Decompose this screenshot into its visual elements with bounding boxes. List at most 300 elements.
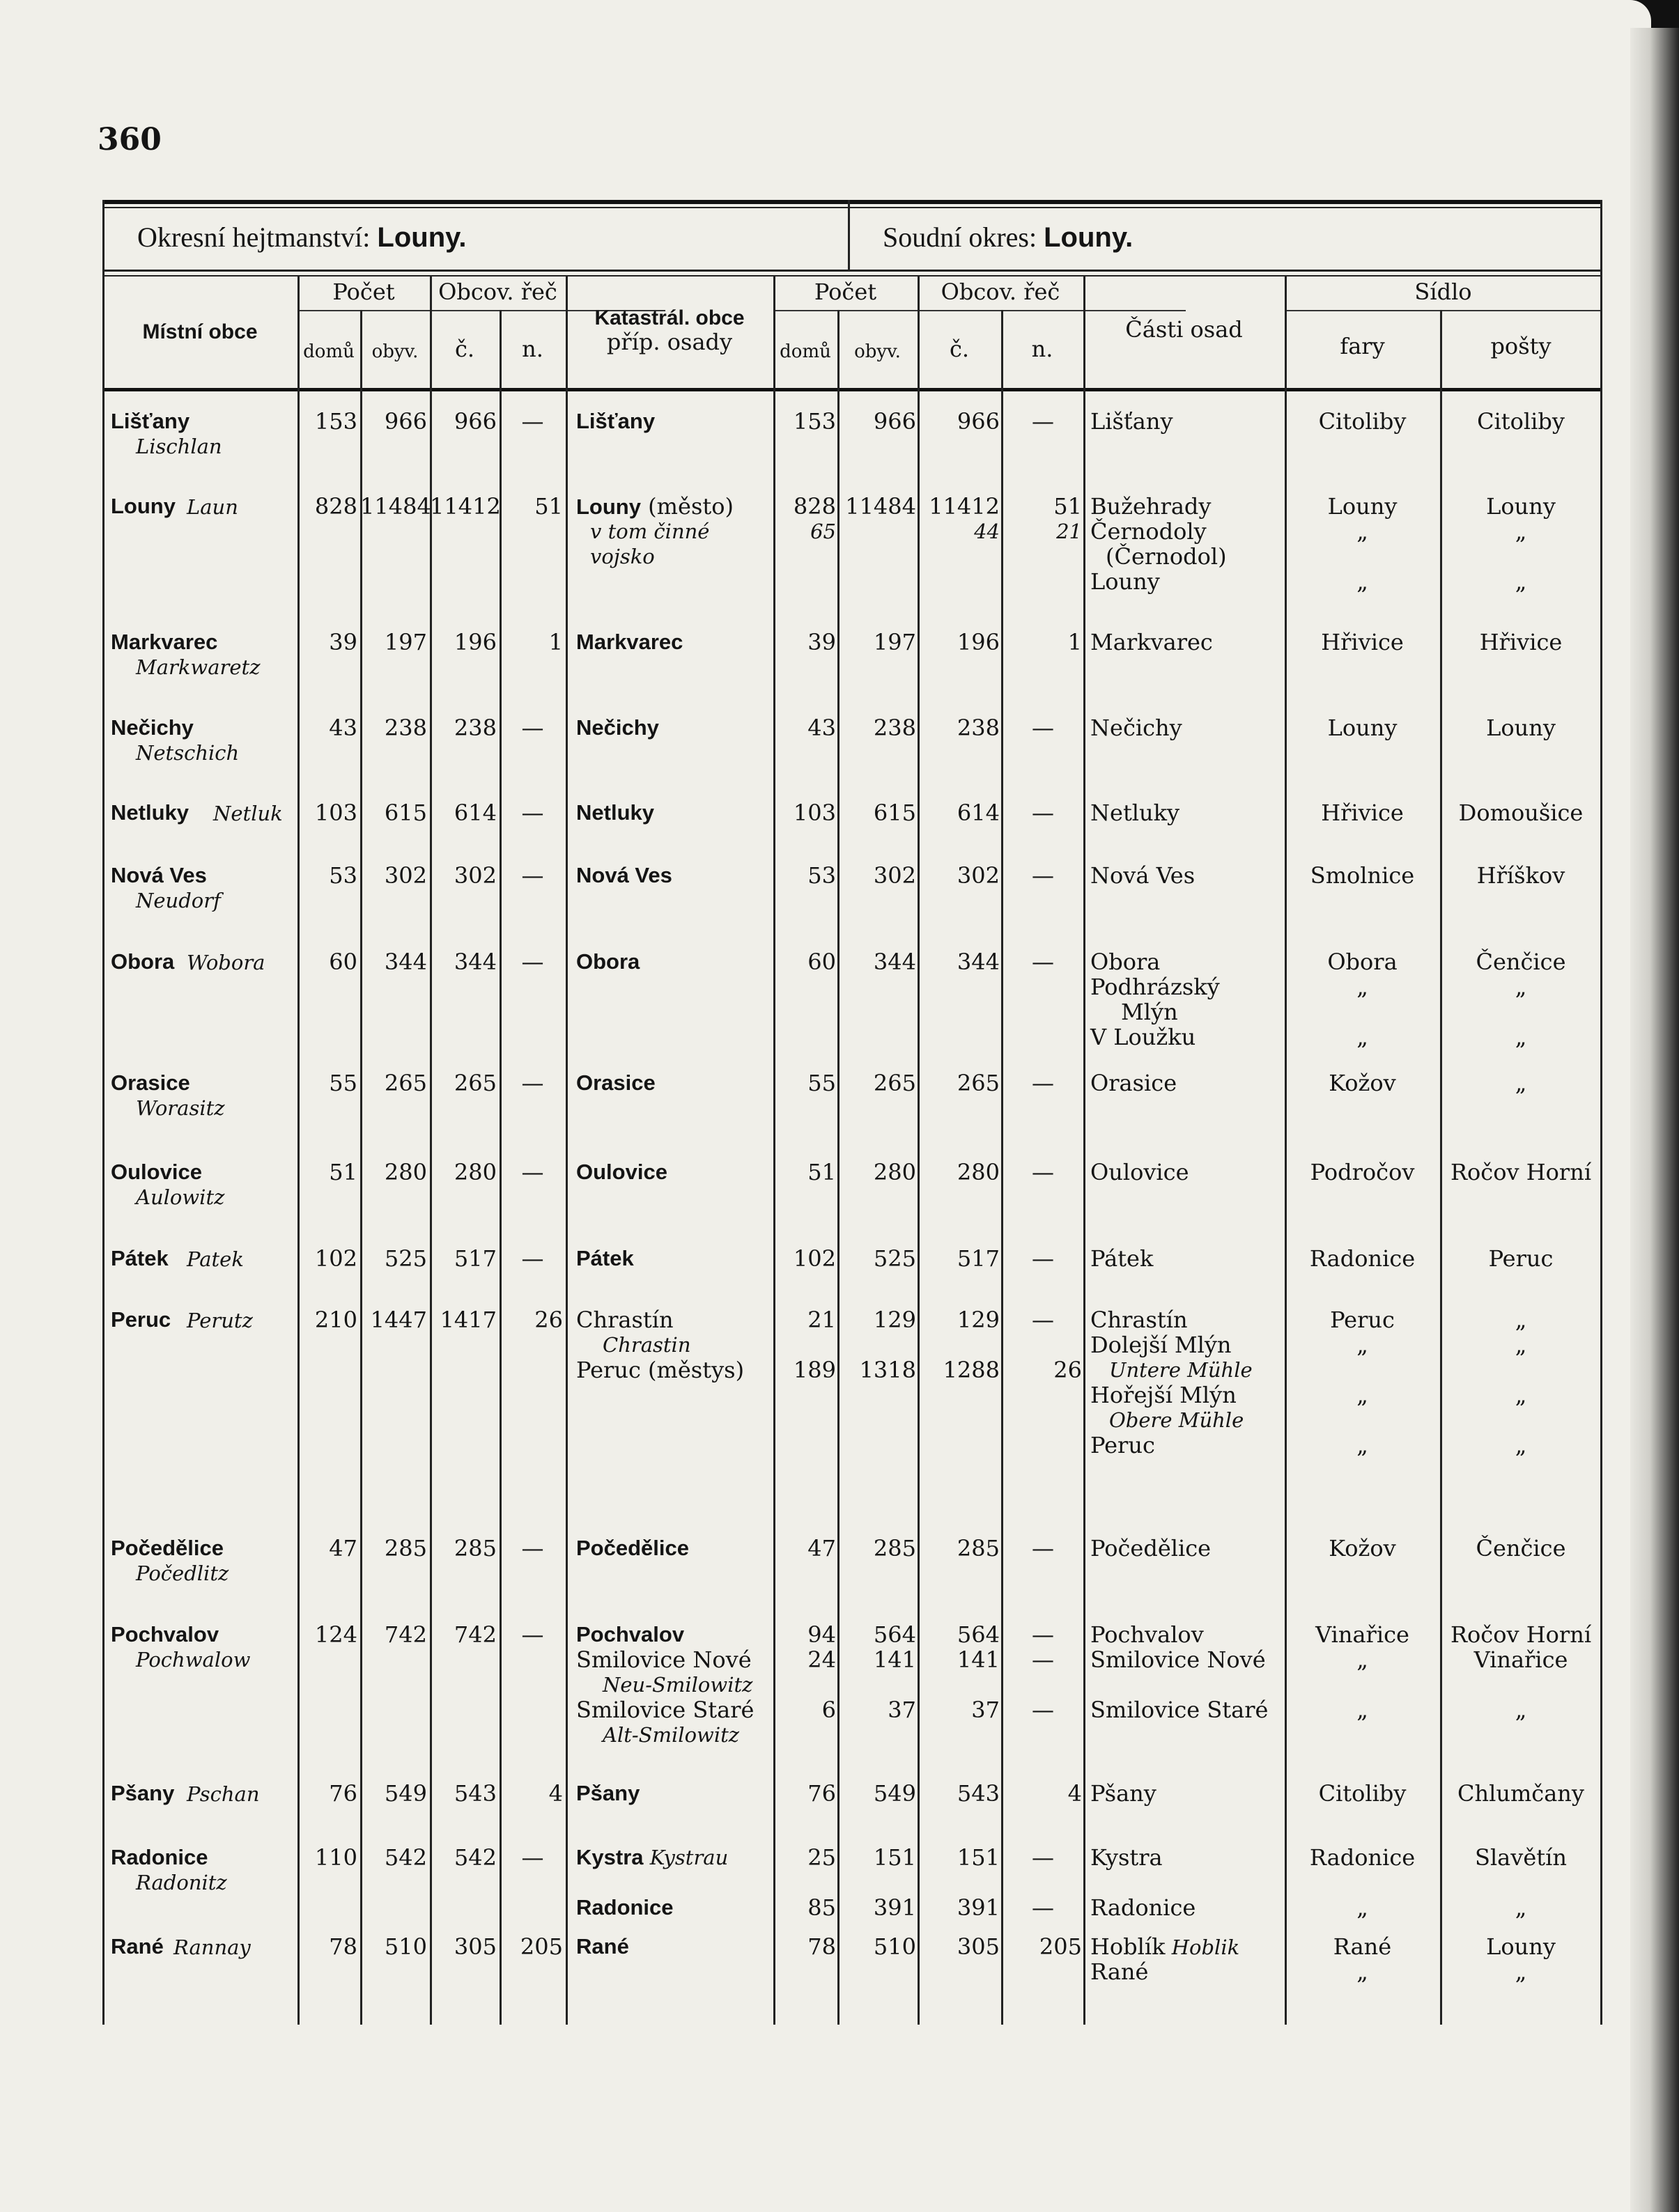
col-posty: pošty: [1490, 333, 1552, 359]
obec-german-name: Pochwalow: [136, 1648, 251, 1672]
katastr-suffix: (městys): [640, 1357, 745, 1383]
obec-obyv: 238: [384, 715, 427, 741]
obec-c: 265: [454, 1070, 497, 1096]
katastr-obyv: 549: [873, 1780, 916, 1807]
col-pocet-2: Počet: [814, 279, 877, 305]
sidlo-posty: Slavětín: [1475, 1844, 1567, 1871]
obec-obyv: 525: [384, 1245, 427, 1272]
obec-domu: 102: [314, 1245, 357, 1272]
court-value: Louny.: [1044, 222, 1133, 253]
katastr-n: —: [1032, 1307, 1054, 1333]
obec-german-name: Patek: [187, 1247, 244, 1271]
cast-osady: Pšany: [1090, 1780, 1156, 1807]
sidlo-posty: „: [1515, 974, 1527, 1000]
col-obcov-1: Obcov. řeč: [438, 279, 557, 305]
obec-german-name: Radonitz: [136, 1871, 227, 1894]
sidlo-fary: Rané: [1333, 1933, 1392, 1960]
header-bottom-rule-thin: [102, 275, 1602, 276]
obec-name: Pátek: [111, 1246, 169, 1270]
katastr-name: Netluky: [576, 800, 654, 825]
page-number: 360: [98, 122, 162, 157]
katastr-n: —: [1032, 1159, 1054, 1185]
katastr-c: 196: [957, 629, 1000, 655]
obec-n: —: [521, 1535, 544, 1561]
katastr-domu: 43: [807, 715, 836, 741]
sidlo-posty: „: [1515, 1382, 1527, 1408]
page-edge-shadow: [1630, 28, 1679, 2212]
sidlo-fary: Kožov: [1329, 1535, 1396, 1561]
sidlo-posty: Louny: [1486, 493, 1556, 520]
katastr-name: Chrastín: [576, 1307, 674, 1333]
katastr-name: Nečichy: [576, 715, 659, 740]
katastr-obyv: 11484: [845, 493, 916, 520]
obec-name: Pochvalov: [111, 1622, 219, 1646]
obec-c: 1417: [440, 1307, 497, 1333]
cast-osady: Peruc: [1090, 1432, 1155, 1458]
obec-german-name: Wobora: [187, 951, 265, 974]
obec-name: Markvarec: [111, 630, 218, 654]
sidlo-fary: Louny: [1327, 715, 1398, 741]
obec-c: 517: [454, 1245, 497, 1272]
obec-name: Netluky: [111, 800, 189, 825]
katastr-obyv: 615: [873, 800, 916, 826]
katastr-n: 205: [1039, 1933, 1082, 1960]
obec-domu: 76: [329, 1780, 357, 1807]
katastr-domu: 21: [807, 1307, 836, 1333]
sidlo-posty: Citoliby: [1477, 408, 1565, 435]
sidlo-posty: „: [1515, 1332, 1527, 1358]
katastr-obyv: 510: [873, 1933, 916, 1960]
obec-obyv: 280: [384, 1159, 427, 1185]
katastr-obyv: 285: [873, 1535, 916, 1561]
obec-domu: 43: [329, 715, 357, 741]
cast-osady: Lišťany: [1090, 408, 1173, 435]
obec-c: 614: [454, 800, 497, 826]
obec-name: Radonice: [111, 1845, 208, 1869]
katastr-name: Peruc (městys): [576, 1357, 745, 1383]
katastr-obyv: 280: [873, 1159, 916, 1185]
sidlo-posty: Hříškov: [1476, 862, 1565, 889]
obec-name: Počedělice: [111, 1536, 224, 1560]
obec-name: Orasice: [111, 1070, 190, 1095]
katastr-n: 26: [1053, 1357, 1082, 1383]
obec-domu: 47: [329, 1535, 357, 1561]
obec-c: 966: [454, 408, 497, 435]
col-div-n2: [1083, 275, 1085, 2025]
district-value: Louny.: [377, 222, 467, 253]
katastr-c: 44: [974, 520, 1000, 543]
obec-c: 238: [454, 715, 497, 741]
katastr-c: 614: [957, 800, 1000, 826]
col-sidlo: Sídlo: [1414, 279, 1472, 305]
obec-german-name: Perutz: [187, 1309, 253, 1332]
katastr-c: 391: [957, 1894, 1000, 1921]
katastr-n: 51: [1053, 493, 1082, 520]
katastr-n: —: [1032, 1894, 1054, 1921]
katastr-name: v tom činné: [590, 520, 710, 543]
katastr-name: Pátek: [576, 1246, 634, 1270]
obec-domu: 110: [314, 1844, 357, 1871]
katastr-obyv: 344: [873, 949, 916, 975]
cast-osady: Pochvalov: [1090, 1621, 1204, 1648]
obec-domu: 103: [314, 800, 357, 826]
sidlo-posty: Vinařice: [1473, 1646, 1568, 1673]
cast-osady: Kystra: [1090, 1844, 1163, 1871]
katastr-obyv: 966: [873, 408, 916, 435]
col-pocet-1: Počet: [332, 279, 395, 305]
cast-osady: Hoblík Hoblik: [1090, 1933, 1240, 1960]
cast-osady: Bužehrady: [1090, 493, 1212, 520]
obec-name: Pšany: [111, 1781, 175, 1805]
katastr-obyv: 265: [873, 1070, 916, 1096]
sidlo-fary: Citoliby: [1318, 1780, 1407, 1807]
sidlo-fary: Radonice: [1309, 1245, 1416, 1272]
subheader-rule-sidlo: [1285, 310, 1602, 311]
header-split: [848, 200, 850, 270]
obec-obyv: 344: [384, 949, 427, 975]
cast-osady: Radonice: [1090, 1894, 1196, 1921]
sidlo-fary: „: [1356, 974, 1368, 1000]
katastr-suffix: (město): [641, 493, 734, 520]
obec-n: 205: [520, 1933, 563, 1960]
katastr-domu: 24: [807, 1646, 836, 1673]
obec-n: —: [521, 1245, 544, 1272]
obec-domu: 55: [329, 1070, 357, 1096]
katastr-n: —: [1032, 800, 1054, 826]
sidlo-fary: „: [1356, 1697, 1368, 1723]
sidlo-posty: Chlumčany: [1457, 1780, 1584, 1807]
obec-german-name: Počedlitz: [136, 1561, 229, 1585]
obec-domu: 60: [329, 949, 357, 975]
col-div-n: [566, 275, 568, 2025]
katastr-domu: 55: [807, 1070, 836, 1096]
obec-n: —: [521, 1070, 544, 1096]
katastr-domu: 76: [807, 1780, 836, 1807]
column-head-rule: [102, 388, 1602, 391]
sidlo-posty: „: [1515, 518, 1527, 545]
obec-domu: 210: [314, 1307, 357, 1333]
cast-osady: Dolejší Mlýn: [1090, 1332, 1232, 1358]
katastr-n: —: [1032, 1535, 1054, 1561]
sidlo-posty: Ročov Horní: [1450, 1159, 1592, 1185]
katastr-n: —: [1032, 1245, 1054, 1272]
obec-c: 543: [454, 1780, 497, 1807]
sidlo-posty: Louny: [1486, 715, 1556, 741]
cast-osady: Obere Mühle: [1109, 1408, 1244, 1432]
header-bottom-rule: [102, 270, 1602, 272]
katastr-c: 344: [957, 949, 1000, 975]
cast-osady: Hořejší Mlýn: [1090, 1382, 1237, 1408]
sidlo-fary: Kožov: [1329, 1070, 1396, 1096]
obec-c: 742: [454, 1621, 497, 1648]
obec-n: 1: [548, 629, 563, 655]
katastr-domu: 53: [807, 862, 836, 889]
col-domu-1: domů: [303, 341, 355, 362]
obec-german-name: Laun: [187, 495, 238, 519]
katastr-c: 141: [957, 1646, 1000, 1673]
katastr-n: —: [1032, 1621, 1054, 1648]
katastr-name: Smilovice Nové: [576, 1646, 752, 1673]
col-mistni-obce: Místní obce: [142, 320, 258, 343]
katastr-c: 129: [957, 1307, 1000, 1333]
obec-name: Obora: [111, 949, 175, 974]
katastr-domu: 60: [807, 949, 836, 975]
katastr-n: —: [1032, 1844, 1054, 1871]
sidlo-fary: „: [1356, 1382, 1368, 1408]
katastr-name: Počedělice: [576, 1536, 689, 1560]
sidlo-posty: Ročov Horní: [1450, 1621, 1592, 1648]
katastr-c: 564: [957, 1621, 1000, 1648]
obec-name: Peruc: [111, 1307, 171, 1332]
katastr-obyv: 238: [873, 715, 916, 741]
katastr-domu: 39: [807, 629, 836, 655]
sidlo-posty: Hřivice: [1479, 629, 1563, 655]
sidlo-fary: Vinařice: [1315, 1621, 1409, 1648]
katastr-obyv: 197: [873, 629, 916, 655]
top-rule-thin: [102, 207, 1602, 208]
katastr-c: 37: [971, 1697, 1000, 1723]
obec-obyv: 285: [384, 1535, 427, 1561]
cast-osady: Smilovice Nové: [1090, 1646, 1266, 1673]
katastr-name: Lišťany: [576, 409, 656, 433]
katastr-obyv: 525: [873, 1245, 916, 1272]
sidlo-fary: Citoliby: [1318, 408, 1407, 435]
col-n-2: n.: [1031, 336, 1053, 362]
cast-osady: Pátek: [1090, 1245, 1154, 1272]
katastr-name: Smilovice Staré: [576, 1697, 755, 1723]
cast-osady: Nečichy: [1090, 715, 1182, 741]
katastr-obyv: 129: [873, 1307, 916, 1333]
obec-name: Nová Ves: [111, 863, 207, 887]
sidlo-posty: Domoušice: [1458, 800, 1584, 826]
katastr-name: Pochvalov: [576, 1622, 685, 1646]
katastr-obyv: 1318: [859, 1357, 916, 1383]
katastr-n: —: [1032, 1070, 1054, 1096]
sidlo-fary: „: [1356, 1024, 1368, 1050]
katastr-c: 238: [957, 715, 1000, 741]
cast-osady: Obora: [1090, 949, 1161, 975]
sidlo-fary: „: [1356, 1958, 1368, 1985]
obec-obyv: 11484: [360, 493, 431, 520]
obec-domu: 153: [314, 408, 357, 435]
katastr-domu: 153: [793, 408, 836, 435]
obec-obyv: 549: [384, 1780, 427, 1807]
katastr-n: —: [1032, 715, 1054, 741]
obec-german-name: Pschan: [187, 1782, 260, 1806]
katastr-domu: 189: [793, 1357, 836, 1383]
katastr-c: 543: [957, 1780, 1000, 1807]
obec-name: Oulovice: [111, 1160, 202, 1184]
cast-osady: Louny: [1090, 568, 1160, 595]
cast-osady: (Černodol): [1106, 543, 1227, 570]
katastr-n: 1: [1067, 629, 1082, 655]
katastr-name: Kystra Kystrau: [576, 1845, 729, 1869]
katastr-n: —: [1032, 408, 1054, 435]
cast-osady: Chrastín: [1090, 1307, 1188, 1333]
cast-osady: Podhrázský: [1090, 974, 1220, 1000]
katastr-name: Pšany: [576, 1781, 640, 1805]
sidlo-fary: „: [1356, 1332, 1368, 1358]
obec-obyv: 302: [384, 862, 427, 889]
cast-osady: Nová Ves: [1090, 862, 1196, 889]
sidlo-fary: „: [1356, 1646, 1368, 1673]
obec-n: —: [521, 862, 544, 889]
sidlo-posty: „: [1515, 1697, 1527, 1723]
katastr-german-name: Kystrau: [643, 1846, 729, 1869]
obec-n: —: [521, 715, 544, 741]
katastr-c: 966: [957, 408, 1000, 435]
sidlo-fary: „: [1356, 1432, 1368, 1458]
right-border: [1600, 200, 1602, 2025]
cast-osady: Netluky: [1090, 800, 1180, 826]
sidlo-fary: „: [1356, 518, 1368, 545]
obec-c: 285: [454, 1535, 497, 1561]
katastr-name: Markvarec: [576, 630, 683, 654]
obec-german-name: Rannay: [173, 1936, 251, 1959]
obec-german-name: Netluk: [213, 802, 283, 825]
table-frame: [102, 200, 1602, 2025]
district-label: Okresní hejtmanství:: [137, 221, 371, 253]
sidlo-posty: „: [1515, 568, 1527, 595]
obec-german-name: Markwaretz: [136, 655, 261, 679]
obec-n: 26: [534, 1307, 563, 1333]
katastr-n: 21: [1056, 520, 1082, 543]
col-fary: fary: [1340, 333, 1385, 359]
obec-n: —: [521, 408, 544, 435]
col-obcov-2: Obcov. řeč: [941, 279, 1060, 305]
cast-osady: Untere Mühle: [1109, 1358, 1253, 1382]
obec-obyv: 742: [384, 1621, 427, 1648]
obec-name: Nečichy: [111, 715, 194, 740]
katastr-name: Rané: [576, 1934, 629, 1958]
katastr-name: Alt-Smilowitz: [603, 1723, 740, 1747]
col-obyv-1: obyv.: [371, 341, 419, 362]
col-obyv-2: obyv.: [854, 341, 901, 362]
obec-domu: 53: [329, 862, 357, 889]
sidlo-fary: Področov: [1310, 1159, 1415, 1185]
col-div-obyv: [430, 275, 432, 2025]
obec-n: —: [521, 800, 544, 826]
obec-c: 542: [454, 1844, 497, 1871]
katastr-n: —: [1032, 1646, 1054, 1673]
katastr-domu: 51: [807, 1159, 836, 1185]
katastr-c: 305: [957, 1933, 1000, 1960]
top-rule: [102, 200, 1602, 204]
court-header: [883, 221, 1133, 254]
col-n-1: n.: [522, 336, 543, 362]
sidlo-posty: „: [1515, 1070, 1527, 1096]
col-c-1: č.: [454, 336, 475, 362]
obec-obyv: 510: [384, 1933, 427, 1960]
katastr-domu: 85: [807, 1894, 836, 1921]
sidlo-fary: Louny: [1327, 493, 1398, 520]
sidlo-fary: Smolnice: [1310, 862, 1415, 889]
cast-osady: Markvarec: [1090, 629, 1213, 655]
katastr-name: Oulovice: [576, 1160, 667, 1184]
obec-domu: 78: [329, 1933, 357, 1960]
katastr-obyv: 391: [873, 1894, 916, 1921]
sidlo-fary: „: [1356, 568, 1368, 595]
sidlo-fary: Obora: [1327, 949, 1398, 975]
katastr-name: Neu-Smilowitz: [603, 1673, 753, 1697]
obec-c: 344: [454, 949, 497, 975]
sidlo-posty: Louny: [1486, 1933, 1556, 1960]
obec-n: —: [521, 1844, 544, 1871]
obec-domu: 51: [329, 1159, 357, 1185]
obec-c: 11412: [430, 493, 501, 520]
obec-n: —: [521, 949, 544, 975]
col-div-obce: [297, 275, 300, 2025]
obec-obyv: 615: [384, 800, 427, 826]
sidlo-fary: Hřivice: [1321, 629, 1404, 655]
obec-c: 305: [454, 1933, 497, 1960]
col-domu-2: domů: [780, 341, 831, 362]
katastr-c: 265: [957, 1070, 1000, 1096]
obec-german-name: Worasitz: [136, 1096, 225, 1120]
katastr-obyv: 302: [873, 862, 916, 889]
katastr-domu: 94: [807, 1621, 836, 1648]
katastr-obyv: 564: [873, 1621, 916, 1648]
cast-osady: Černodoly: [1090, 518, 1207, 545]
obec-name: Lišťany: [111, 409, 190, 433]
sidlo-posty: Peruc: [1488, 1245, 1554, 1272]
sidlo-fary: Radonice: [1309, 1844, 1416, 1871]
sidlo-fary: „: [1356, 1894, 1368, 1921]
obec-obyv: 265: [384, 1070, 427, 1096]
katastr-name: Radonice: [576, 1895, 674, 1919]
sidlo-posty: „: [1515, 1958, 1527, 1985]
sidlo-fary: Hřivice: [1321, 800, 1404, 826]
obec-obyv: 966: [384, 408, 427, 435]
obec-n: —: [521, 1159, 544, 1185]
katastr-n: —: [1032, 1697, 1054, 1723]
obec-c: 280: [454, 1159, 497, 1185]
obec-n: 51: [534, 493, 563, 520]
obec-obyv: 197: [384, 629, 427, 655]
sidlo-posty: „: [1515, 1024, 1527, 1050]
katastr-n: 4: [1067, 1780, 1082, 1807]
katastr-name: Nová Ves: [576, 863, 672, 887]
cast-osady: Orasice: [1090, 1070, 1177, 1096]
katastr-c: 517: [957, 1245, 1000, 1272]
katastr-c: 302: [957, 862, 1000, 889]
katastr-domu: 103: [793, 800, 836, 826]
cast-osady: Smilovice Staré: [1090, 1697, 1269, 1723]
cast-osady: Oulovice: [1090, 1159, 1189, 1185]
obec-german-name: Netschich: [136, 741, 240, 765]
col-casti-osad: Části osad: [1125, 316, 1243, 343]
katastr-c: 11412: [929, 493, 1000, 520]
katastr-obyv: 151: [873, 1844, 916, 1871]
sidlo-posty: „: [1515, 1432, 1527, 1458]
obec-name: Rané: [111, 1934, 164, 1958]
obec-german-name: Aulowitz: [136, 1185, 225, 1209]
obec-obyv: 1447: [370, 1307, 427, 1333]
obec-c: 302: [454, 862, 497, 889]
katastr-domu: 6: [821, 1697, 836, 1723]
obec-obyv: 542: [384, 1844, 427, 1871]
katastr-domu: 828: [793, 493, 836, 520]
col-katastral-2: příp. osady: [606, 329, 733, 355]
cast-osady: Rané: [1090, 1958, 1149, 1985]
subheader-rule-pocet2: [773, 310, 1186, 311]
sidlo-posty: Čenčice: [1476, 1535, 1566, 1561]
obec-c: 196: [454, 629, 497, 655]
district-header: [137, 221, 467, 254]
col-katastral: Katastrál. obce: [594, 306, 745, 329]
court-label: Soudní okres:: [883, 221, 1037, 253]
obec-domu: 124: [314, 1621, 357, 1648]
